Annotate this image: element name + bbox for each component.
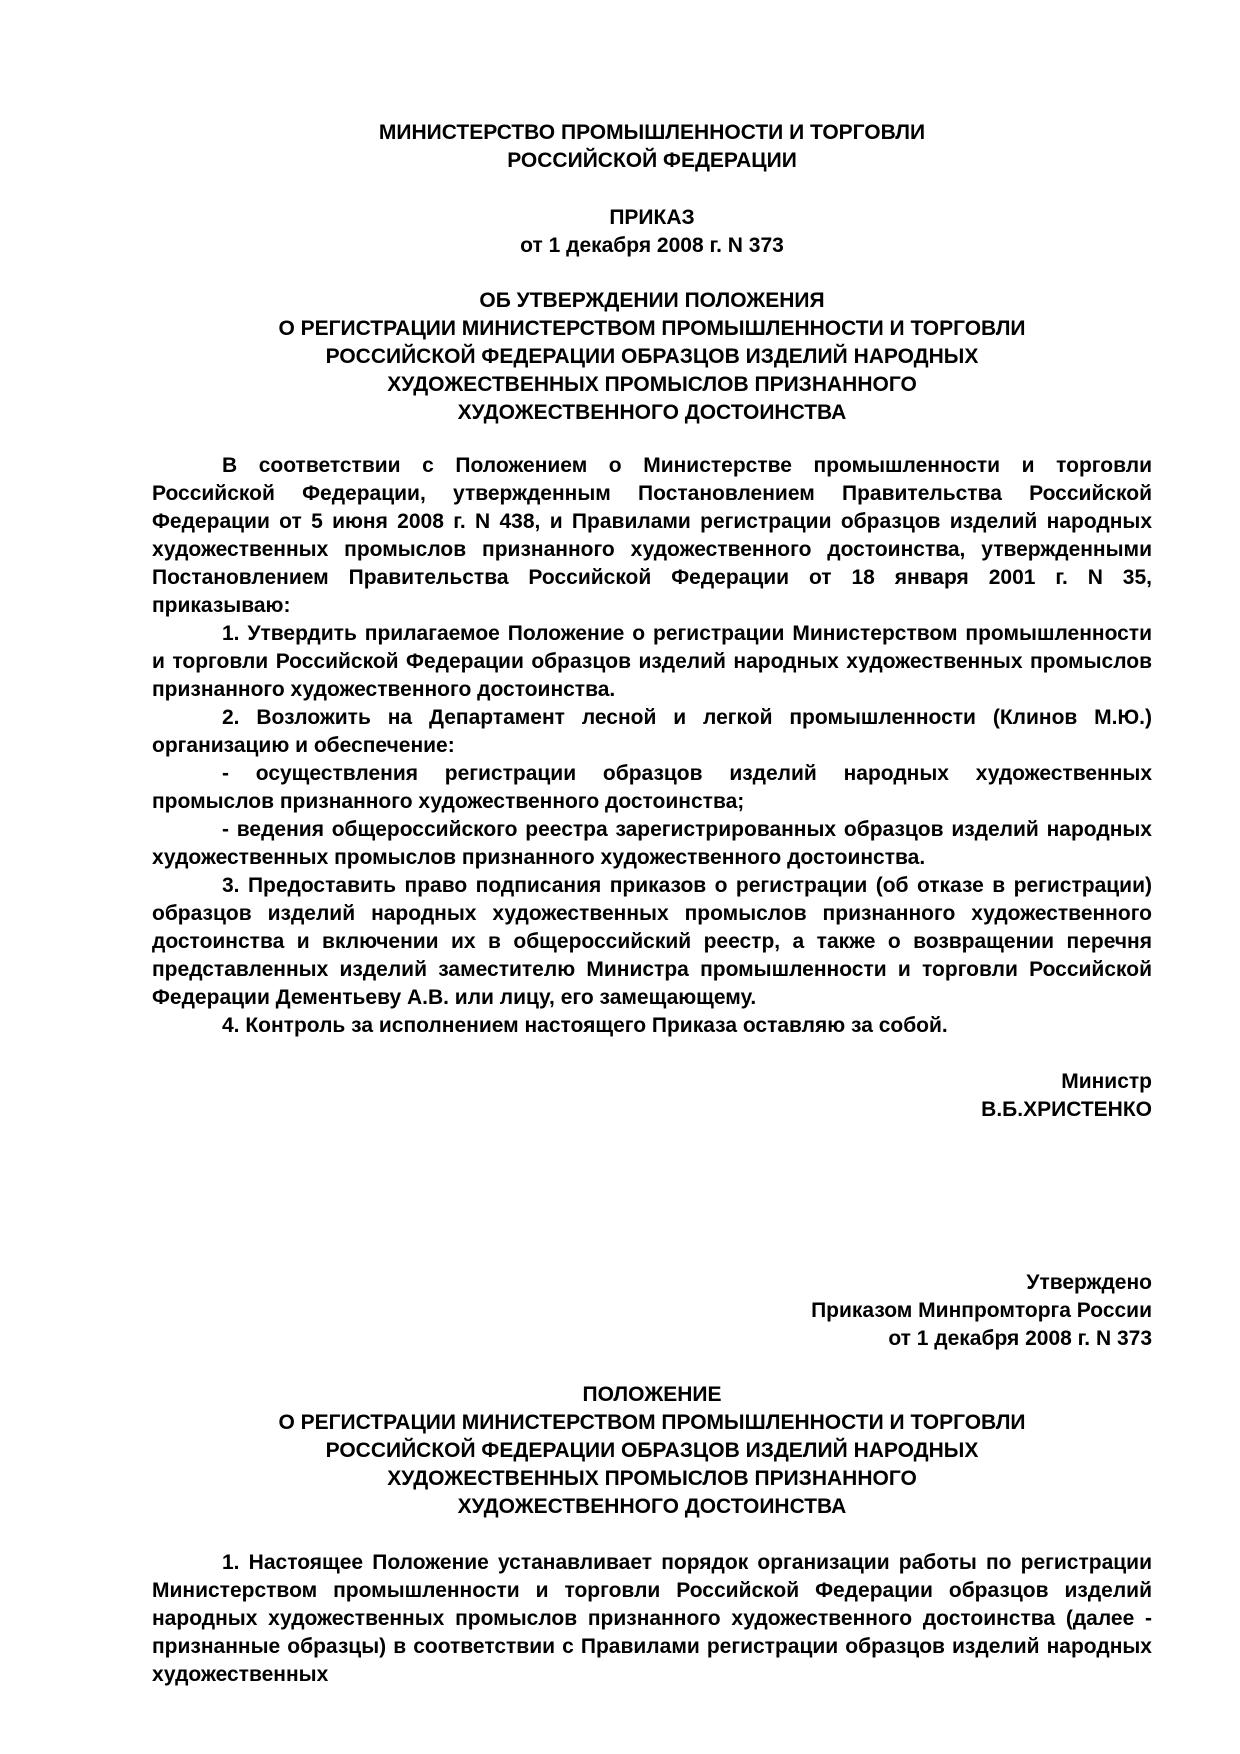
approval-line: от 1 декабря 2008 г. N 373	[888, 1327, 1152, 1350]
paragraph-item-2: 2. Возложить на Департамент лесной и легкой промышленности (Клинов М.Ю.) организацию и обеспечение:	[152, 706, 1152, 757]
document-content	[152, 0, 1152, 1689]
ministry-header	[152, 119, 1152, 175]
order-heading	[152, 204, 1152, 260]
signature-block	[152, 1068, 1152, 1124]
paragraph-item-4: 4. Контроль за исполнением настоящего Приказа оставляю за собой.	[222, 1014, 948, 1037]
approval-stamp	[152, 1269, 1152, 1353]
approval-line: Утверждено	[1026, 1271, 1152, 1294]
position-title	[152, 1381, 1152, 1521]
ministry-name-line: РОССИЙСКОЙ ФЕДЕРАЦИИ	[507, 149, 797, 172]
position-title-line: О РЕГИСТРАЦИИ МИНИСТЕРСТВОМ ПРОМЫШЛЕННОСТИ И ТОРГОВЛИ	[278, 1411, 1026, 1434]
paragraph-dash-item: - ведения общероссийского реестра зарегистрированных образцов изделий народных художественных промыслов признанного художественного достоинства.	[152, 818, 1152, 869]
position-title-line: ХУДОЖЕСТВЕННЫХ ПРОМЫСЛОВ ПРИЗНАННОГО	[387, 1467, 917, 1490]
position-title-line: ПОЛОЖЕНИЕ	[582, 1383, 722, 1406]
order-subject-line: ХУДОЖЕСТВЕННОГО ДОСТОИНСТВА	[457, 401, 847, 424]
paragraph-dash-item: - осуществления регистрации образцов изделий народных художественных промыслов признанного художественного достоинства;	[152, 762, 1152, 813]
paragraph-item-1: 1. Утвердить прилагаемое Положение о регистрации Министерством промышленности и торговли Российской Федерации образцов изделий народных художественных промыслов признанного художественного достоинства.	[152, 622, 1152, 701]
paragraph-item-3: 3. Предоставить право подписания приказов о регистрации (об отказе в регистрации) образцов изделий народных художественных промыслов признанного художественного достоинства и включении их в общероссийский реестр, а также о возвращении перечня представленных изделий заместителю Министра промышленности и торговли Российской Федерации Дементьеву А.В. или лицу, его замещающему.	[152, 874, 1152, 1009]
position-body	[152, 1549, 1152, 1689]
order-subject	[152, 287, 1152, 427]
signature-name: В.Б.ХРИСТЕНКО	[981, 1098, 1152, 1121]
order-body	[152, 452, 1152, 1040]
order-type: ПРИКАЗ	[609, 206, 695, 229]
order-subject-line: РОССИЙСКОЙ ФЕДЕРАЦИИ ОБРАЗЦОВ ИЗДЕЛИЙ НАРОДНЫХ	[325, 345, 979, 368]
order-subject-line: О РЕГИСТРАЦИИ МИНИСТЕРСТВОМ ПРОМЫШЛЕННОСТИ И ТОРГОВЛИ	[278, 317, 1026, 340]
order-subject-line: ХУДОЖЕСТВЕННЫХ ПРОМЫСЛОВ ПРИЗНАННОГО	[387, 373, 917, 396]
paragraph-preamble: В соответствии с Положением о Министерстве промышленности и торговли Российской Федерации, утвержденным Постановлением Правительства Российской Федерации от 5 июня 2008 г. N 438, и Правилами регистрации образцов изделий народных художественных промыслов признанного художественного достоинства, утвержденными Постановлением Правительства Российской Федерации от 18 января 2001 г. N 35, приказываю:	[152, 454, 1152, 617]
position-title-line: ХУДОЖЕСТВЕННОГО ДОСТОИНСТВА	[457, 1495, 847, 1518]
position-title-line: РОССИЙСКОЙ ФЕДЕРАЦИИ ОБРАЗЦОВ ИЗДЕЛИЙ НАРОДНЫХ	[325, 1439, 979, 1462]
position-paragraph-1: 1. Настоящее Положение устанавливает порядок организации работы по регистрации Министерством промышленности и торговли Российской Федерации образцов изделий народных художественных промыслов признанного художественного достоинства (далее - признанные образцы) в соответствии с Правилами регистрации образцов изделий народных художественных	[152, 1551, 1152, 1686]
signature-post: Министр	[1061, 1070, 1152, 1093]
order-subject-line: ОБ УТВЕРЖДЕНИИ ПОЛОЖЕНИЯ	[479, 289, 825, 312]
order-date: от 1 декабря 2008 г. N 373	[520, 234, 784, 257]
ministry-name-line: МИНИСТЕРСТВО ПРОМЫШЛЕННОСТИ И ТОРГОВЛИ	[378, 121, 926, 144]
approval-line: Приказом Минпромторга России	[811, 1299, 1152, 1322]
